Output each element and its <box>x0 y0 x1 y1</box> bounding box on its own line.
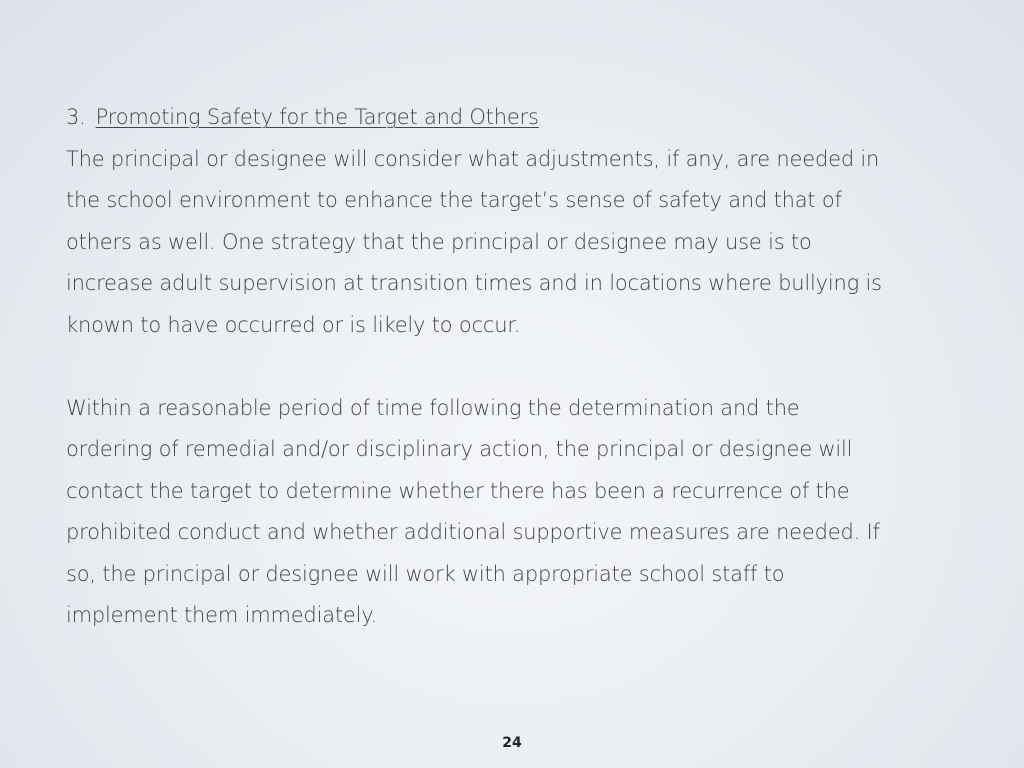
paragraph-line: prohibited conduct and whether additional supportive measures are needed. If <box>66 520 880 544</box>
paragraph-line: Within a reasonable period of time following the determination and the <box>66 395 800 420</box>
paragraph-line: contact the target to determine whether there has been a recurrence of the <box>66 478 850 503</box>
paragraph-line: others as well. One strategy that the principal or designee may use is to <box>66 229 812 254</box>
paragraph-line: the school environment to enhance the target’s sense of safety and that of <box>66 188 842 212</box>
paragraph-line: implement them immediately. <box>66 603 377 627</box>
paragraph-line: so, the principal or designee will work with appropriate school staff to <box>66 561 785 586</box>
paragraph-line: increase adult supervision at transition times and in locations where bullying is <box>66 271 882 295</box>
paragraph-line: The principal or designee will consider what adjustments, if any, are needed in <box>66 146 880 171</box>
page-number: 24 <box>502 735 522 751</box>
slide-content <box>66 97 966 637</box>
section-heading <box>66 97 966 139</box>
section-number: 3. <box>66 105 86 129</box>
section-title: Promoting Safety for the Target and Others <box>95 105 539 129</box>
paragraph-1 <box>66 139 966 347</box>
paragraph-line: ordering of remedial and/or disciplinary action, the principal or designee will <box>66 437 853 461</box>
paragraph-2 <box>66 388 966 637</box>
paragraph-line: known to have occurred or is likely to occur. <box>66 312 521 337</box>
